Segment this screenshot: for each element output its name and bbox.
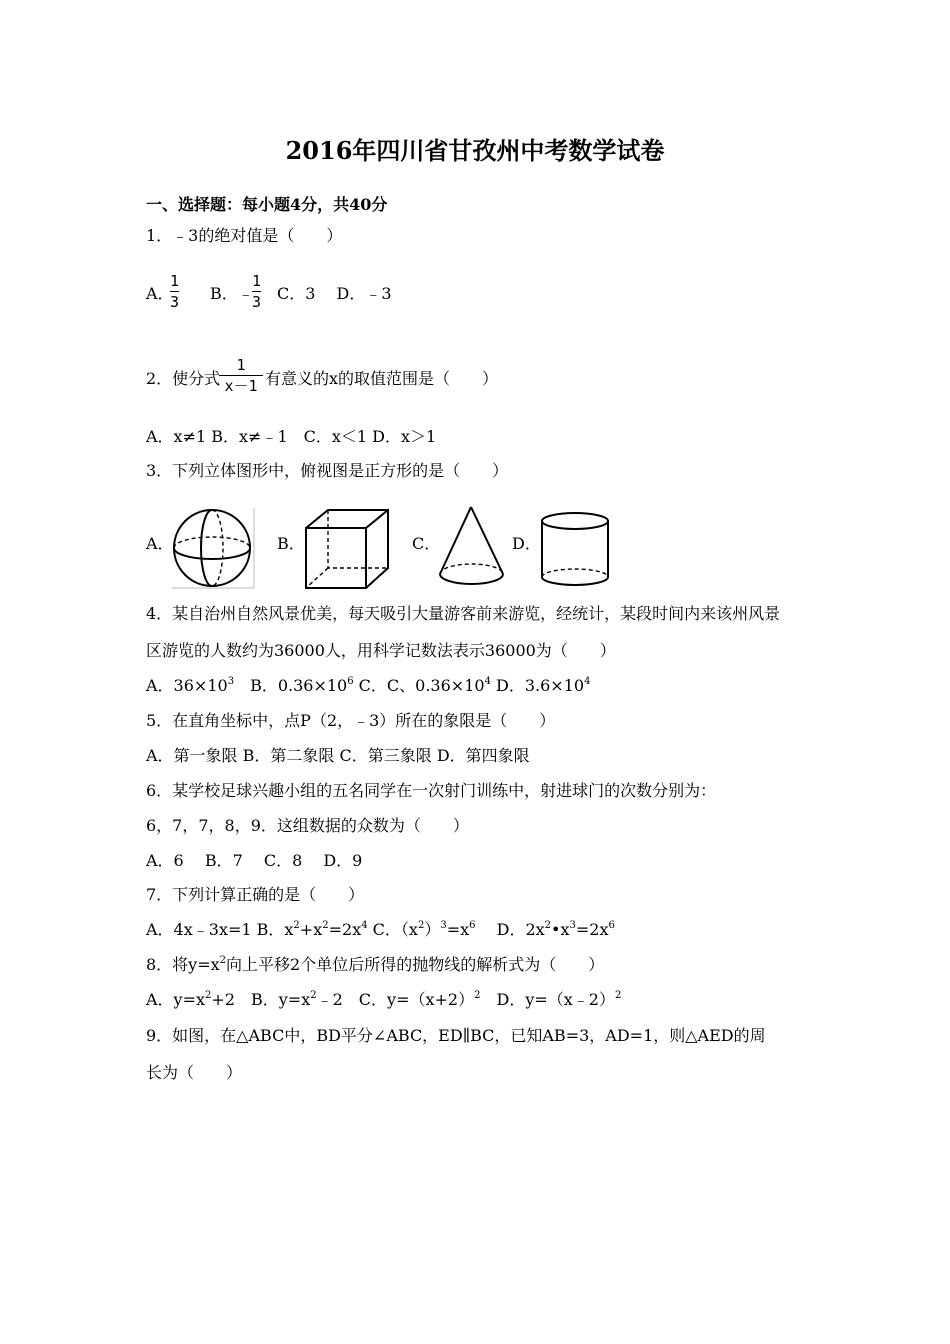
exponent: 6: [347, 676, 354, 687]
exponent: 3: [440, 920, 447, 931]
q1-options-cd: C．3 D．﹣3: [277, 284, 392, 303]
exponent: 2: [322, 920, 329, 931]
fraction-denominator: x－1: [224, 377, 258, 395]
section-heading: 一、选择题：每小题4分，共40分: [146, 195, 388, 214]
q7-stem: 7．下列计算正确的是（ ）: [146, 885, 365, 904]
exponent: 2: [219, 955, 227, 966]
exponent: 6: [469, 920, 476, 931]
q6-stem-line1: 6．某学校足球兴趣小组的五名同学在一次射门训练中，射进球门的次数分别为：: [146, 781, 717, 800]
q8-stem-a: 8．将y=x: [146, 955, 220, 974]
q3-option-d-label: D．: [512, 534, 541, 553]
q8-option-c: C．y=（x+2）: [342, 990, 475, 1009]
exponent: 4: [484, 676, 491, 687]
math-text: •x: [551, 920, 570, 939]
q1-stem: 1．﹣3的绝对值是（ ）: [146, 226, 343, 245]
q2-stem-post: 有意义的x的取值范围是（ ）: [265, 369, 499, 388]
q6-stem-line2: 6，7，7，8，9．这组数据的众数为（ ）: [146, 816, 469, 835]
q3-stem: 3．下列立体图形中，俯视图是正方形的是（ ）: [146, 461, 509, 480]
math-text: =2x: [328, 920, 362, 939]
q4-option-b: B．0.36×10: [234, 676, 348, 695]
q2-options: A．x≠1 B．x≠﹣1 C．x＜1 D．x＞1: [146, 427, 437, 446]
page-title: 2016年四川省甘孜州中考数学试卷: [285, 136, 665, 165]
q5-options: A．第一象限 B．第二象限 C．第三象限 D．第四象限: [146, 746, 530, 765]
sphere-icon: [170, 506, 256, 590]
fraction-bar: [252, 291, 261, 292]
math-text: =x: [446, 920, 470, 939]
exponent: 2: [474, 990, 481, 1001]
exponent: 2: [205, 990, 212, 1001]
math-text: =2x: [575, 920, 609, 939]
q1-option-b-fraction: [252, 272, 261, 311]
exponent: 3: [227, 676, 235, 687]
q7-options: [146, 920, 615, 940]
math-text: +x: [299, 920, 323, 939]
q8-stem-b: 向上平移2个单位后所得的抛物线的解析式为（ ）: [226, 955, 605, 974]
q4-stem-line2: 区游览的人数约为36000人，用科学记数法表示36000为（ ）: [146, 641, 616, 660]
fraction-numerator: 1: [252, 272, 262, 290]
math-text: +2: [211, 990, 235, 1009]
math-text: ）: [424, 920, 441, 939]
q3-option-a-label: A．: [146, 534, 174, 553]
fraction-numerator: 1: [236, 356, 246, 374]
q3-option-b-label: B．: [277, 534, 305, 553]
exponent: 2: [293, 920, 300, 931]
fraction-bar: [219, 375, 263, 376]
exponent: 3: [569, 920, 576, 931]
q4-stem-line1: 4．某自治州自然风景优美，每天吸引大量游客前来游览，经统计，某段时间内来该州风景: [146, 604, 781, 623]
q4-option-c: C．C、0.36×10: [353, 676, 485, 695]
q7-option-d: D．2x: [475, 920, 545, 939]
q1-option-b-label: B．﹣: [210, 284, 254, 303]
q4-option-d: D．3.6×10: [490, 676, 585, 695]
q1-option-a-fraction: [170, 272, 179, 311]
q7-option-ab: A．4x﹣3x=1 B．x: [146, 920, 294, 939]
q6-options: A．6 B．7 C．8 D．9: [146, 851, 363, 870]
fraction-denominator: 3: [170, 293, 180, 311]
exponent: 2: [614, 990, 622, 1001]
exponent: 2: [544, 920, 552, 931]
q9-stem-line1: 9．如图，在△ABC中，BD平分∠ABC，ED∥BC，已知AB=3，AD=1，则△AED的周: [146, 1026, 766, 1045]
q7-option-c: C．（x: [367, 920, 418, 939]
fraction-numerator: 1: [170, 272, 180, 290]
fraction-denominator: 3: [252, 293, 262, 311]
q4-options: [146, 676, 590, 696]
q3-option-c-label: C．: [412, 534, 441, 553]
q1-option-a-label: A．: [146, 284, 174, 303]
q8-option-b: B．y=x: [235, 990, 311, 1009]
q8-option-a: A．y=x: [146, 990, 206, 1009]
q5-stem: 5．在直角坐标中，点P（2，﹣3）所在的象限是（ ）: [146, 711, 556, 730]
cone-icon: [436, 504, 508, 588]
q2-stem-pre: 2．使分式: [146, 369, 221, 388]
cube-icon: [302, 506, 394, 592]
q2-fraction: [219, 356, 263, 395]
exponent: 4: [361, 920, 368, 931]
fraction-bar: [170, 291, 179, 292]
exponent: 4: [584, 676, 591, 687]
exponent: 6: [608, 920, 615, 931]
cylinder-icon: [538, 510, 614, 590]
q8-option-d: D．y=（x﹣2）: [480, 990, 615, 1009]
q9-stem-line2: 长为（ ）: [146, 1063, 243, 1082]
exponent: 2: [310, 990, 317, 1001]
exponent: 2: [417, 920, 425, 931]
q4-option-a: A．36×10: [146, 676, 228, 695]
math-text: ﹣2: [316, 990, 343, 1009]
q8-options: [146, 990, 621, 1010]
q8-stem: [146, 955, 604, 975]
